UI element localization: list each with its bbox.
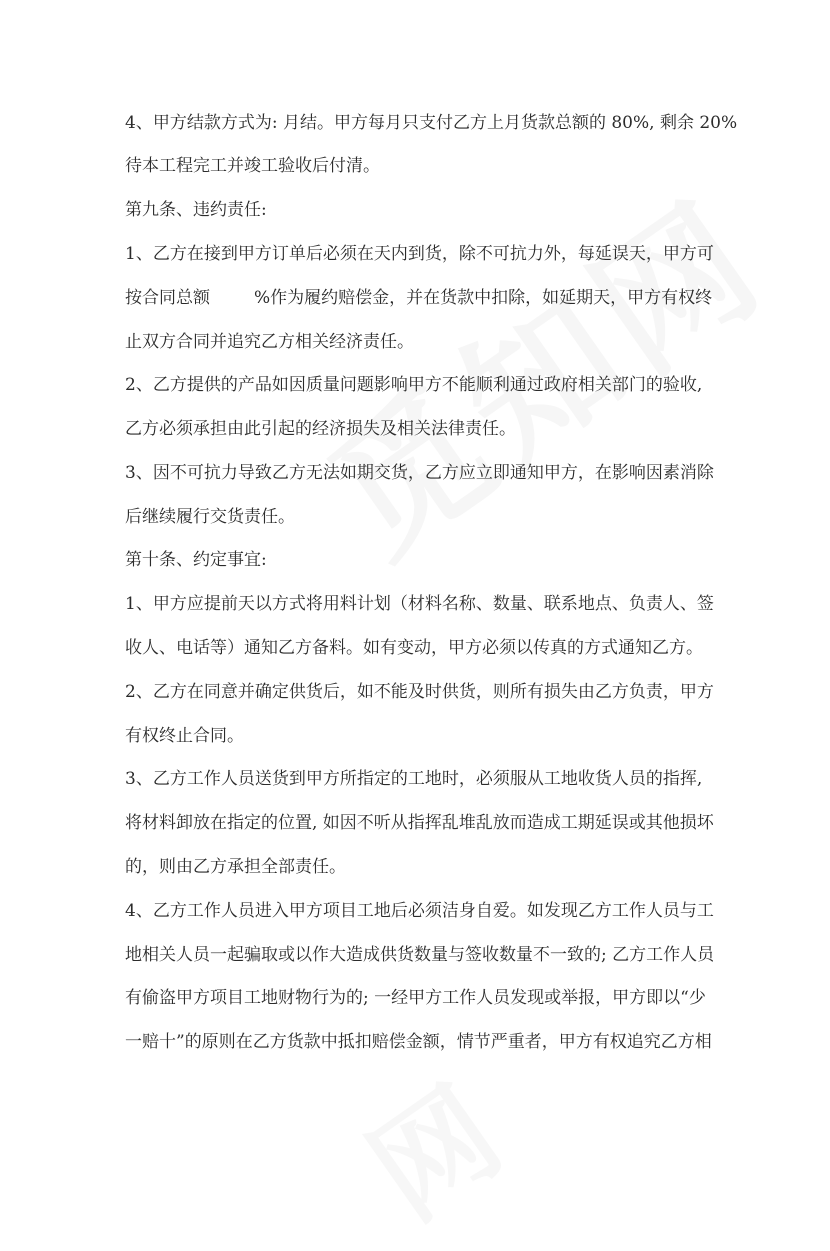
text-line: 一赔十”的原则在乙方货款中抵扣赔偿金额，情节严重者，甲方有权追究乙方相 [125, 1032, 712, 1052]
text-line: 2、乙方提供的产品如因质量问题影响甲方不能顺利通过政府相关部门的验收, [125, 375, 703, 395]
text-segment: 按合同总额 [125, 288, 210, 308]
text-line: 地相关人员一起骗取或以作大造成供货数量与签收数量不一致的; 乙方工作人员 [125, 945, 715, 965]
text-line: 有偷盗甲方项目工地财物行为的; 一经甲方工作人员发现或举报，甲方即以“少 [125, 988, 706, 1008]
text-line: 的，则由乙方承担全部责任。 [125, 857, 346, 877]
text-line: 止双方合同并追究乙方相关经济责任。 [125, 332, 414, 352]
text-segment: %作为履约赔偿金，并在货款中扣除，如延期天，甲方有权终 [254, 288, 713, 308]
text-line: 3、因不可抗力导致乙方无法如期交货，乙方应立即通知甲方，在影响因素消除 [125, 463, 714, 483]
text-line: 2、乙方在同意并确定供货后，如不能及时供货，则所有损失由乙方负责，甲方 [125, 682, 714, 702]
text-line: 后继续履行交货责任。 [125, 507, 295, 527]
text-line: 有权终止合同。 [125, 726, 244, 746]
watermark [281, 142, 798, 594]
section-heading-10: 第十条、约定事宜: [125, 550, 267, 570]
text-line: 4、甲方结款方式为: 月结。甲方每月只支付乙方上月货款总额的 80%, 剩余 20% [125, 113, 738, 133]
text-line: 收人、电话等）通知乙方备料。如有变动，甲方必须以传真的方式通知乙方。 [125, 638, 703, 658]
text-line: 待本工程完工并竣工验收后付清。 [125, 156, 380, 176]
text-line: 1、乙方在接到甲方订单后必须在天内到货，除不可抗力外，每延误天，甲方可 [125, 244, 714, 264]
watermark-lower [332, 1041, 529, 1251]
text-line: 乙方必须承担由此引起的经济损失及相关法律责任。 [125, 419, 516, 439]
text-line: 将材料卸放在指定的位置, 如因不听从指挥乱堆乱放而造成工期延误或其他损坏 [125, 813, 714, 833]
text-line [125, 288, 712, 308]
text-line: 3、乙方工作人员送货到甲方所指定的工地时，必须服从工地收货人员的指挥, [125, 769, 703, 789]
text-line: 1、甲方应提前天以方式将用料计划（材料名称、数量、联系地点、负责人、签 [125, 594, 714, 614]
section-heading-9: 第九条、违约责任: [125, 200, 267, 220]
text-line: 4、乙方工作人员进入甲方项目工地后必须洁身自爱。如发现乙方工作人员与工 [125, 901, 714, 921]
